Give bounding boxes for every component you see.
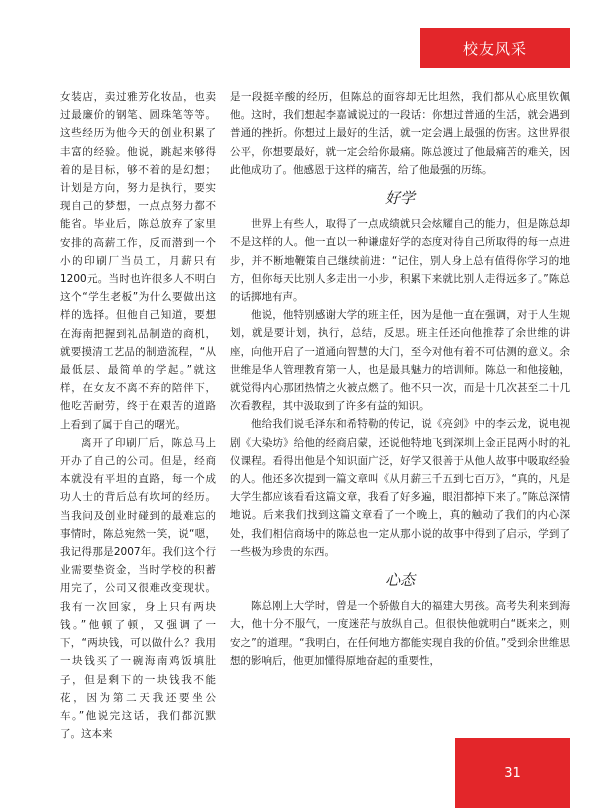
body-paragraph: 世界上有些人，取得了一点成绩就只会炫耀自己的能力，但是陈总却不是这样的人。他一直以一种谦虚好学的态度对待自己所取得的每一点进步，并不断地鞭策自己继续前进：“记住，别人身上总有值得你学习的地方，但你每天比别人多走出一小步，积累下来就比别人走得远多了。”陈总的话掷地有声。 [230,218,570,304]
body-paragraph: 是一段挺辛酸的经历，但陈总的面容却无比坦然，我们都从心底里钦佩他。这时，我们想起李嘉诚说过的一段话：你想过普通的生活，就会遇到普通的挫折。你想过上最好的生活，就一定会遇上最强的伤害。这世界很公平，你想要最好，就一定会给你最痛。陈总渡过了他最痛苦的难关，因此他成功了。他感恩于这样的痛苦，给了他最强的历练。 [230,91,570,176]
section-title-haoxue: 好学 [384,189,415,208]
body-paragraph: 他给我们说毛泽东和希特勒的传记，说《亮剑》中的李云龙，说电视剧《大染坊》给他的经商启蒙，还说他特地飞到深圳上金正昆两小时的礼仪课程。看得出他是个知识面广泛，好学又很善于从他人故事中吸取经验的人。他还多次提到一篇文章叫《从月薪三千五到七百万》，“真的，凡是大学生都应该看看这篇文章，我看了好多遍，眼泪都掉下来了。”陈总深情地说。后来我们找到这篇文章看了一个晚上，真的触动了我们的内心深处，我们相信商场中的陈总也一定从那小说的故事中得到了启示，学到了一些极为珍贵的东西。 [230,418,570,558]
body-paragraph: 女装店，卖过雅芳化妆品，也卖过最廉价的钢笔、圆珠笔等等。这些经历为他今天的创业积累了丰富的经验。他说，跳起来够得着的是目标，够不着的是幻想；计划是方向，努力是执行，要实现自己的梦想，一点点努力都不能省。毕业后，陈总放弃了家里安排的高薪工作，反而潜到一个小的印刷厂当员工，月薪只有1200元。当时也许很多人不明白这个“学生老板”为什么要做出这样的选择。但他自己知道，要想在海南把握到礼品制造的商机，就要摸清工艺品的制造流程，“从最低层、最简单的学起。”就这样，在女友不离不弃的陪伴下，他吃苦耐劳，终于在艰苦的道路上看到了属于自己的曙光。 [60,91,216,431]
page-number: 31 [504,765,521,781]
body-paragraph: 陈总刚上大学时，曾是一个骄傲自大的福建大男孩。高考失利来到海大，他十分不服气，一度迷茫与放纵自己。但很快他就明白“既来之，则安之”的道理。“我明白，在任何地方都能实现自我的价值。”受到余世维思想的影响后，他更加懂得原地奋起的重要性， [230,600,570,667]
section-title-xintai: 心态 [384,571,415,590]
left-column [60,88,216,743]
section-header-tab [420,28,570,68]
right-column [230,88,570,670]
body-paragraph: 他说，他特别感谢大学的班主任，因为是他一直在强调，对于人生规划，就是要计划，执行，总结，反思。班主任还向他推荐了余世维的讲座，向他开启了一道通向智慧的大门，至今对他有着不可估测的意义。余世维是华人管理教育第一人，也是最具魅力的培训师。陈总一和他接触，就觉得内心那团热情之火被点燃了。他不只一次，而是十几次甚至二十几次看教程，其中汲取到了许多有益的知识。 [230,309,570,413]
page-number-tab [455,738,570,808]
body-paragraph: 离开了印刷厂后，陈总马上开办了自己的公司。但是，经商本就没有平坦的直路，每一个成功人士的背后总有坎坷的经历。当我问及创业时碰到的最难忘的事情时，陈总宛然一笑，说“嗯，我记得那是2007年。我们这个行业需要垫资金，当时学校的积蓄用完了，公司又很难改变现状。我有一次回家，身上只有两块钱。”他顿了顿，又强调了一下，“两块钱，可以做什么？我用一块钱买了一碗海南鸡饭填肚子，但是剩下的一块钱我不能花，因为第二天我还要坐公车。”他说完这话，我们都沉默了。这本来 [60,436,216,741]
section-label: 校友风采 [462,39,527,58]
